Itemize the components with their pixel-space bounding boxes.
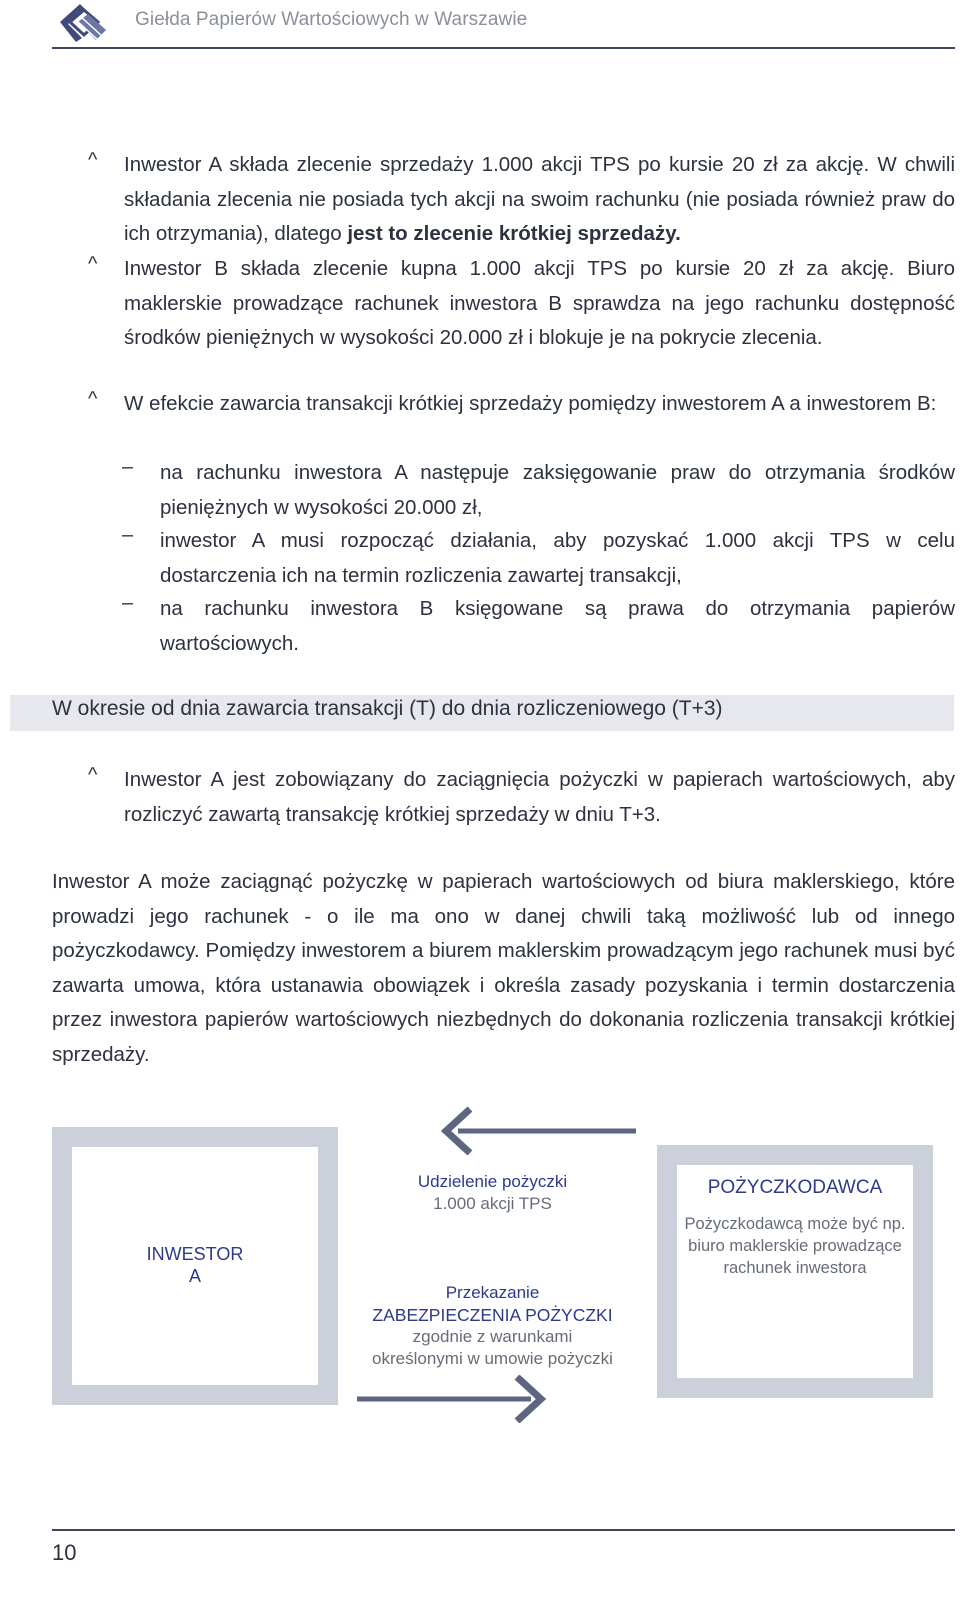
dash-item-1: na rachunku inwestora A następuje zaksięgowanie praw do otrzymania środków pieniężnych w wysokości 20.000 zł, [160,461,955,519]
footer-rule [52,1529,955,1531]
dash-item-2: inwestor A musi rozpocząć działania, aby pozyskać 1.000 akcji TPS w celu dostarczenia ich na termin rozliczenia zawartej transakcji, [160,529,955,587]
header-rule [52,47,955,49]
bullet-item-buy-order: Inwestor B składa zlecenie kupna 1.000 akcji TPS po kursie 20 zł za akcję. Biuro maklerskie prowadzące rachunek inwestora B sprawdza na jego rachunku dostępność środków pieniężnych w wysokości 20.000 zł i blokuje je na pokrycie zlecenia. [124,257,955,349]
dash-icon: – [122,524,134,546]
collateral-note-1: zgodnie z warunkami [412,1327,573,1346]
caret-up-icon: ^ [88,388,98,410]
investor-title [52,1243,338,1287]
collateral-label: Przekazanie [445,1283,540,1302]
loan-amount: 1.000 akcji TPS [433,1194,552,1213]
arrow-left-icon [438,1107,638,1155]
caret-up-icon: ^ [88,253,98,275]
caret-up-icon: ^ [88,149,98,171]
caret-up-icon: ^ [88,764,98,786]
collateral-title: ZABEZPIECZENIA POŻYCZKI [372,1305,613,1325]
header-title: Giełda Papierów Wartościowych w Warszawie [135,9,528,30]
gpw-logo-icon [58,2,108,42]
loan-label: Udzielenie pożyczki [417,1172,568,1191]
investor-title-line1: INWESTOR [146,1244,244,1264]
bullet-item-short-sell-order [124,148,955,252]
lender-description: Pożyczkodawcą może być np. biuro maklerskie prowadzące rachunek inwestora [684,1215,906,1277]
body-paragraph: Inwestor A może zaciągnąć pożyczkę w papierach wartościowych od biura maklerskiego, które prowadzi jego rachunek - o ile ma ono w danej chwili taką możliwość lub od innego pożyczkodawcy. Pomiędzy inwestorem a biurem maklerskim prowadzącym jego rachunek musi być zawarta umowa, która ustanawia obowiązek i określa zasady pozyskania i termin dostarczenia przez inwestora papierów wartościowych niezbędnych do dokonania rozliczenia transakcji krótkiej sprzedaży. [52,870,955,1066]
page-number: 10 [52,1540,77,1565]
bullet-item-effect: W efekcie zawarcia transakcji krótkiej sprzedaży pomiędzy inwestorem A a inwestorem B: [124,392,937,415]
section-title: W okresie od dnia zawarcia transakcji (T) do dnia rozliczeniowego (T+3) [52,697,723,720]
dash-item-3: na rachunku inwestora B księgowane są prawa do otrzymania papierów wartościowych. [160,597,955,655]
dash-icon: – [122,456,134,478]
arrow-right-icon [355,1375,547,1423]
bullet-bold-text: jest to zlecenie krótkiej sprzedaży. [347,222,681,245]
bullet-text: Inwestor A składa zlecenie sprzedaży 1.000 akcji TPS po kursie 20 zł za akcję. W chwili składania zlecenia nie posiada tych akcji na swoim rachunku (nie posiada również praw do ich otrzymania), dlatego [124,153,955,245]
lender-title: POŻYCZKODAWCA [707,1177,883,1198]
bullet-item-borrow: Inwestor A jest zobowiązany do zaciągnięcia pożyczki w papierach wartościowych, aby rozliczyć zawartą transakcję krótkiej sprzedaży w dniu T+3. [124,768,955,826]
dash-icon: – [122,592,134,614]
investor-title-line2: A [188,1266,201,1286]
collateral-note-2: określonymi w umowie pożyczki [372,1349,613,1368]
